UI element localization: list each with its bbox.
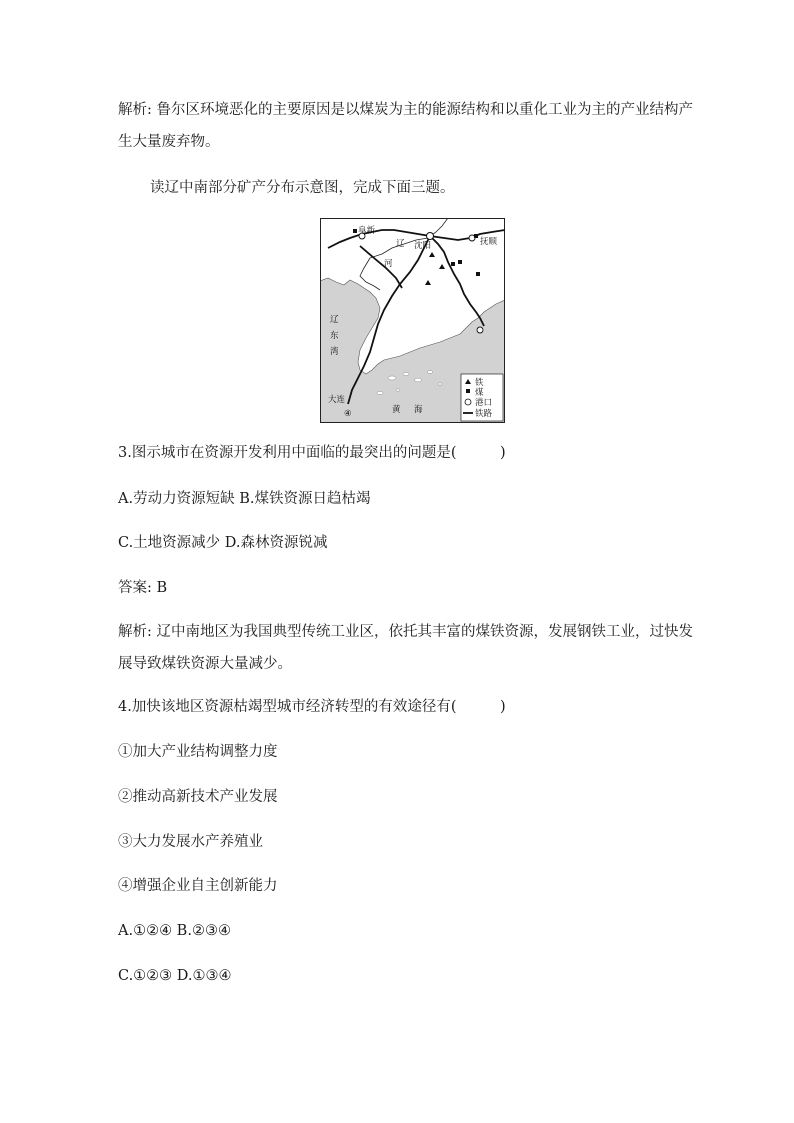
port-circle-city <box>477 327 483 333</box>
legend-rail-label: 铁路 <box>475 409 493 419</box>
q4-item-3: ③大力发展水产养殖业 <box>118 834 263 850</box>
legend-port-label: 港口 <box>475 398 493 408</box>
iron-deposits <box>425 252 445 285</box>
dalian-port-symbol: ④ <box>344 409 352 419</box>
yellow-sea-label-1: 黄 <box>392 405 401 415</box>
fuxin-label: 阜新 <box>358 226 376 236</box>
shenyang-city-marker <box>427 233 434 240</box>
q4-stem: 4.加快该地区资源枯竭型城市经济转型的有效途径有( ) <box>118 699 506 715</box>
liaodong-gulf-label-2: 东 <box>330 331 339 341</box>
q3-stem: 3.图示城市在资源开发利用中面临的最突出的问题是( ) <box>118 445 506 461</box>
legend-coal-label: 煤 <box>475 388 484 398</box>
legend-port-icon <box>465 399 471 405</box>
liaozhongnan-mineral-map <box>320 218 505 423</box>
legend-coal-icon <box>466 389 470 393</box>
shenyang-label: 沈阳 <box>414 241 432 251</box>
q4-item-4: ④增强企业自主创新能力 <box>118 878 278 894</box>
liaodong-gulf-label-3: 湾 <box>330 347 339 357</box>
analysis-3-line-1: 解析: 辽中南地区为我国典型传统工业区，依托其丰富的煤铁资源，发展钢铁工业，过快发 <box>118 624 693 640</box>
q4-item-2: ②推动高新技术产业发展 <box>118 789 278 805</box>
q4-item-1: ①加大产业结构调整力度 <box>118 744 278 760</box>
q3-answer: 答案: B <box>118 580 168 596</box>
analysis-3-line-2: 展导致煤铁资源大量减少。 <box>118 656 292 672</box>
dalian-label: 大连 <box>328 395 346 405</box>
coal-deposits <box>353 229 480 276</box>
liaodong-gulf-label-1: 辽 <box>330 315 339 325</box>
river-lower <box>360 258 380 290</box>
map-legend <box>461 374 503 421</box>
legend-iron-label: 铁 <box>475 378 484 388</box>
q3-options-cd: C.土地资源减少 D.森林资源锐减 <box>118 535 328 551</box>
analysis-1-line-2: 生大量废弃物。 <box>118 134 220 150</box>
intro-text: 读辽中南部分矿产分布示意图，完成下面三题。 <box>150 180 455 196</box>
liao-river <box>370 218 448 258</box>
q4-options-ab: A.①②④ B.②③④ <box>118 923 231 939</box>
liao-river-label-2: 河 <box>384 259 393 269</box>
yellow-sea-label-2: 海 <box>414 405 423 415</box>
q4-options-cd: C.①②③ D.①③④ <box>118 968 232 984</box>
analysis-1-line-1: 解析: 鲁尔区环境恶化的主要原因是以煤炭为主的能源结构和以重化工业为主的产业结构产 <box>118 102 693 118</box>
q3-options-ab: A.劳动力资源短缺 B.煤铁资源日趋枯竭 <box>118 491 371 507</box>
liao-river-label-1: 辽 <box>396 239 405 249</box>
fushun-label: 抚顺 <box>480 237 498 247</box>
